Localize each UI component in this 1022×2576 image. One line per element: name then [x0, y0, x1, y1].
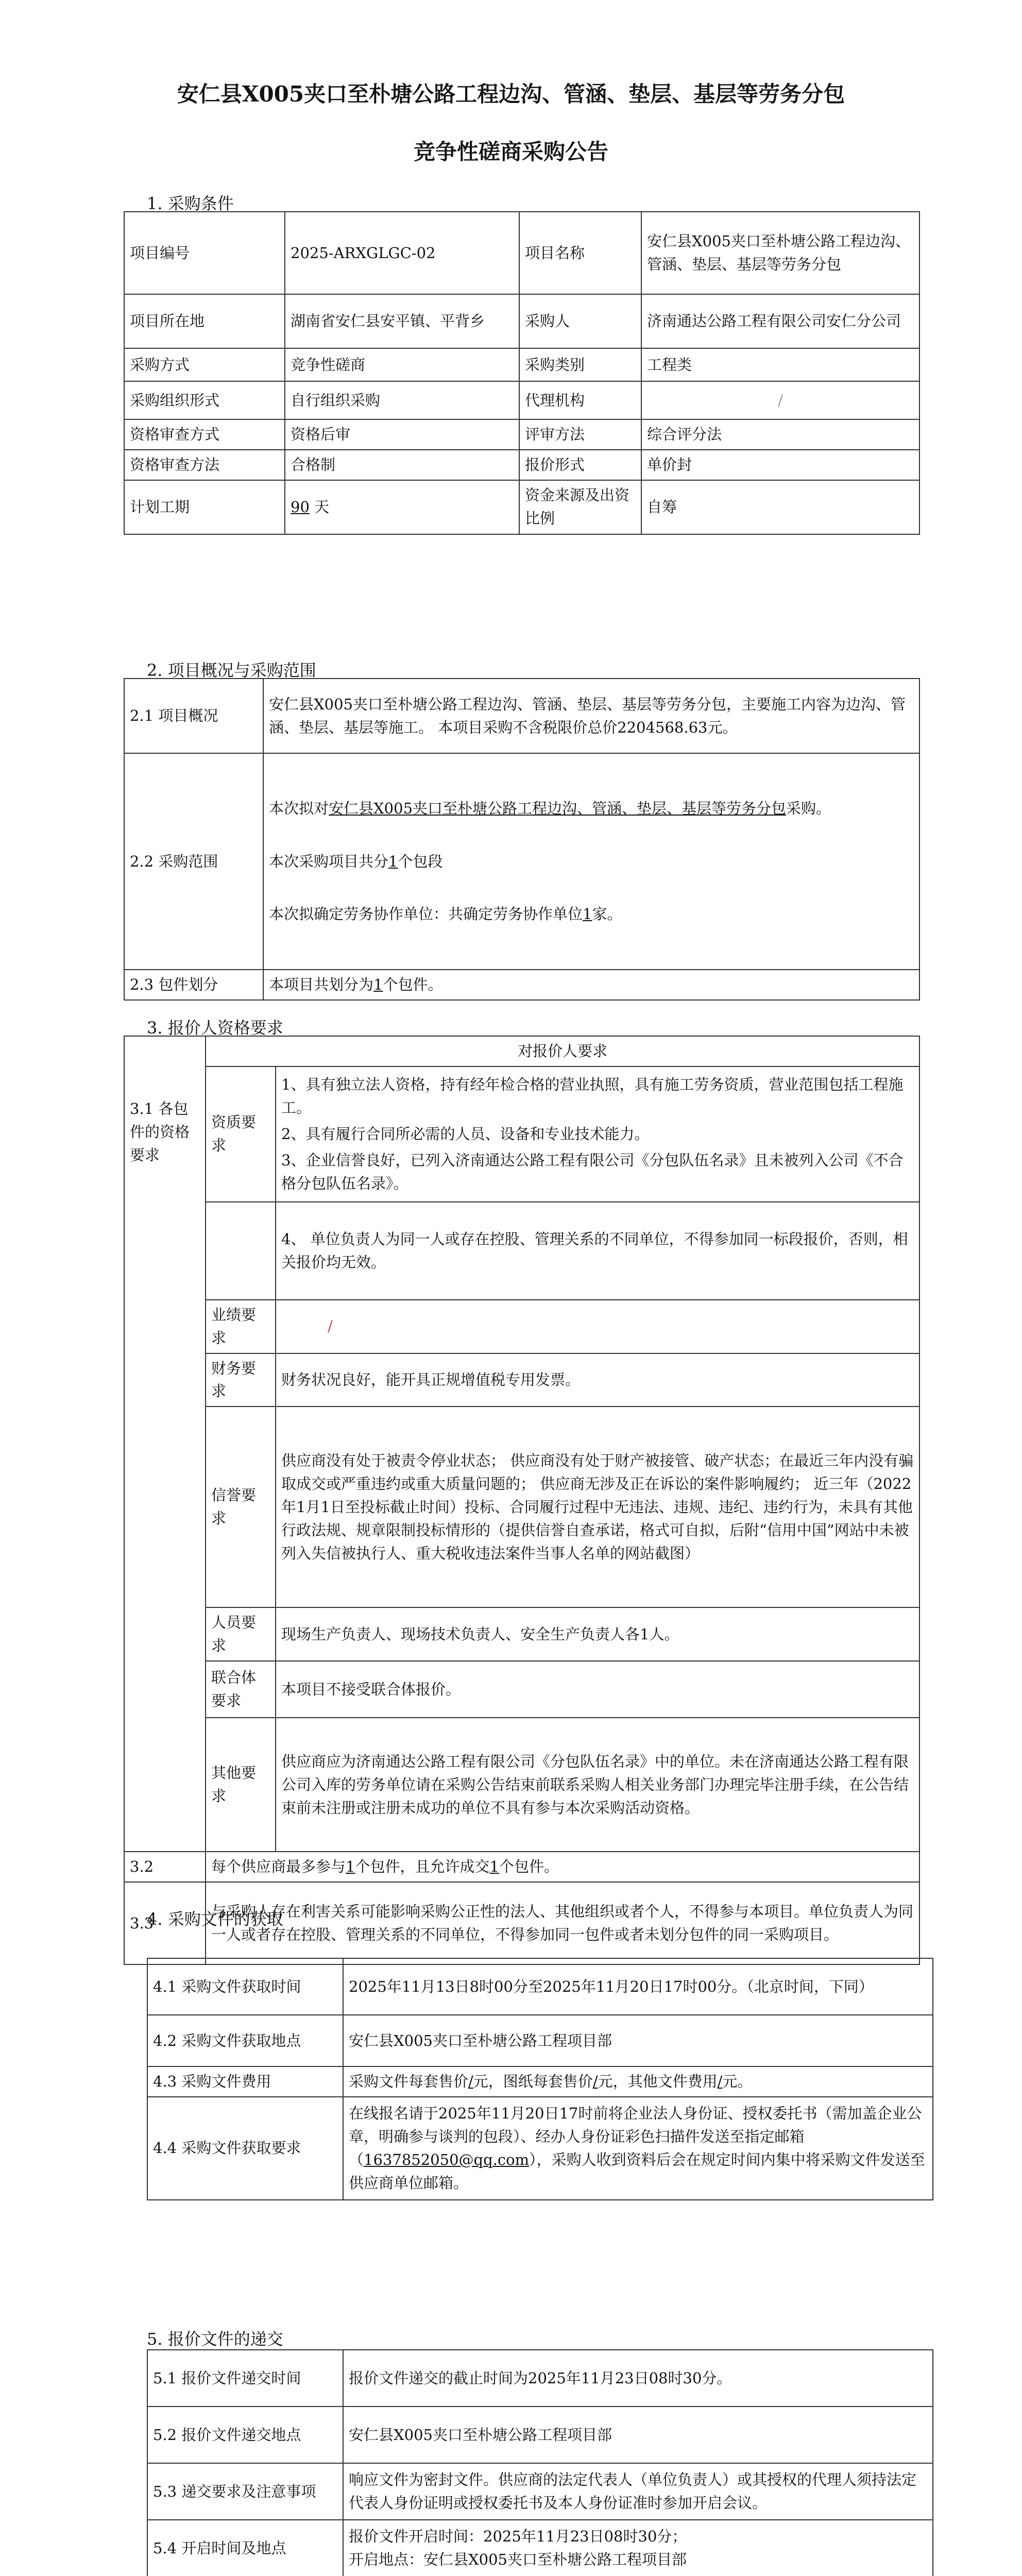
value-org-form: 自行组织采购 [285, 381, 519, 419]
scope-units-count: 1 [583, 905, 592, 923]
section-heading-1: 1. 采购条件 [147, 194, 234, 213]
packages-pre: 本项目共划分为 [269, 976, 374, 993]
fee-other-label: 元，其他文件费用 [598, 2073, 718, 2090]
value-other: 供应商应为济南通达公路工程有限公司《分包队伍名录》中的单位。未在济南通达公路工程有限公司入库的劳务单位请在采购公告结束前联系采购人相关业务部门办理完毕注册手续，在公告结束前未注册或注册未成功的单位不具有参与本次采购活动资格。 [276, 1718, 919, 1852]
fee-doc-label: 采购文件每套售价 [349, 2073, 469, 2090]
label-purchaser: 采购人 [519, 294, 641, 348]
qual-header: 对报价人要求 [206, 1036, 919, 1066]
section-heading-5: 5. 报价文件的递交 [147, 2329, 283, 2349]
label-other: 其他要求 [206, 1718, 276, 1852]
scope-units-post: 家。 [592, 905, 622, 923]
label-method: 采购方式 [124, 348, 285, 381]
label-org-form: 采购组织形式 [124, 381, 285, 419]
scope-text-post: 采购。 [786, 799, 831, 817]
fee-other-value: / [717, 2073, 723, 2090]
value-agency: / [641, 381, 919, 419]
label-duration: 计划工期 [124, 480, 285, 534]
label-packages: 2.3 包件划分 [124, 970, 263, 1000]
value-duration [285, 480, 519, 534]
label-qual-3-2: 3.2 [124, 1852, 206, 1882]
value-doc-fee [343, 2066, 933, 2097]
doc-req-post: ），采购人收到资料后会在规定时间内集中将采购文件发送至供应商单位邮箱。 [349, 2150, 925, 2192]
qual-blank-cell [124, 1036, 206, 1066]
label-doc-fee: 4.3 采购文件费用 [147, 2066, 343, 2097]
label-fund: 资金来源及出资比例 [519, 480, 641, 534]
value-staff: 现场生产负责人、现场技术负责人、安全生产负责人各1人。 [276, 1607, 919, 1661]
label-open-time: 5.4 开启时间及地点 [147, 2520, 343, 2576]
label-submit-req: 5.3 递交要求及注意事项 [147, 2463, 343, 2520]
value-review-method: 合格制 [285, 450, 519, 480]
value-qual-3-3: 与采购人存在利害关系可能影响采购公正性的法人、其他组织或者个人，不得参与本项目。单位负责人为同一人或者存在控股、管理关系的不同单位，不得参加同一包件或者未划分包件的同一采购项目。 [206, 1882, 919, 1964]
limit-awards: 1 [489, 1858, 499, 1876]
label-project-no: 项目编号 [124, 212, 285, 294]
section-heading-3: 3. 报价人资格要求 [147, 1018, 283, 1038]
value-submit-req: 响应文件为密封文件。供应商的法定代表人（单位负责人）或其授权的代理人须持法定代表人身份证明或授权委托书及本人身份证准时参加开启会议。 [343, 2463, 933, 2520]
limit-mid: 个包件，且允许成交 [355, 1858, 490, 1876]
label-doc-req: 4.4 采购文件获取要求 [147, 2097, 343, 2200]
fee-drawing-value: / [592, 2073, 598, 2090]
packages-count: 1 [373, 976, 383, 993]
qual-item-1: 1、具有独立法人资格，持有经年检合格的营业执照，具有施工劳务资质，营业范围包括工程施工。 [281, 1075, 904, 1116]
value-submit-place: 安仁县X005夹口至朴塘公路工程项目部 [343, 2406, 933, 2463]
packages-post: 个包件。 [383, 976, 443, 993]
value-open-time [343, 2520, 933, 2576]
document-title-line2: 竞争性磋商采购公告 [413, 139, 608, 164]
section-heading-2: 2. 项目概况与采购范围 [147, 660, 316, 680]
value-credit: 供应商没有处于被责令停业状态； 供应商没有处于财产被接管、破产状态；在最近三年内没有骗取成交或严重违约或重大质量问题的； 供应商无涉及正在诉讼的案件影响履约； 近三年（2022年1月1日至投标截止时间）投标、合同履行过程中无违法、违规、违纪、违约行为，未具有其他行政法规、规章限制投标情形的（提供信誉自查承诺，格式可自拟，后附“信用中国”网站中未被列入失信被执行人、重大税收违法案件当事人名单的网站截图） [276, 1406, 919, 1607]
label-scope: 2.2 采购范围 [124, 753, 263, 970]
value-qual-cert [276, 1066, 919, 1202]
duration-value: 90 [291, 498, 310, 516]
label-overview: 2.1 项目概况 [124, 679, 263, 753]
value-eval-method: 综合评分法 [641, 419, 919, 450]
label-qual-cert: 资质要求 [206, 1066, 276, 1202]
submission-table [147, 2349, 933, 2576]
overview-table [124, 678, 920, 1001]
scope-project-name: 安仁县X005夹口至朴塘公路工程边沟、管涵、垫层、基层等劳务分包 [329, 799, 787, 817]
value-packages [263, 970, 919, 1000]
value-finance: 财务状况良好，能开具正规增值税专用发票。 [276, 1353, 919, 1407]
value-qual-3-2 [206, 1852, 919, 1882]
value-doc-req [343, 2097, 933, 2200]
label-doc-time: 4.1 采购文件获取时间 [147, 1958, 343, 2015]
qual-item-4: 4、 单位负责人为同一人或存在控股、管理关系的不同单位，不得参加同一标段报价，否则，相关报价均无效。 [276, 1202, 919, 1300]
value-submit-time: 报价文件递交的截止时间为2025年11月23日08时30分。 [343, 2350, 933, 2406]
fee-unit: 元。 [722, 2073, 753, 2090]
documents-table [147, 1958, 933, 2200]
label-qual-3-1: 3.1 各包件的资格要求 [124, 1066, 206, 1852]
label-eval-method: 评审方法 [519, 419, 641, 450]
value-overview: 安仁县X005夹口至朴塘公路工程边沟、管涵、垫层、基层等劳务分包，主要施工内容为边沟、管涵、垫层、基层等施工。 本项目采购不含税限价总价2204568.63元。 [263, 679, 919, 753]
label-perf: 业绩要求 [206, 1300, 276, 1353]
qual-item-2: 2、具有履行合同所必需的人员、设备和专业技术能力。 [281, 1125, 650, 1143]
value-location: 湖南省安仁县安平镇、平背乡 [285, 294, 519, 348]
scope-packages-post: 个包段 [398, 852, 443, 870]
label-submit-time: 5.1 报价文件递交时间 [147, 2350, 343, 2406]
label-location: 项目所在地 [124, 294, 285, 348]
open-place-text: 开启地点：安仁县X005夹口至朴塘公路工程项目部 [349, 2551, 687, 2568]
fee-drawing-label: 元，图纸每套售价 [473, 2073, 593, 2090]
value-doc-time: 2025年11月13日8时00分至2025年11月20日17时00分。（北京时间，下同） [343, 1958, 933, 2015]
open-time-text: 报价文件开启时间：2025年11月23日08时30分； [349, 2528, 687, 2546]
value-perf: / [276, 1300, 919, 1353]
label-review-mode: 资格审查方式 [124, 419, 285, 450]
value-quote-form: 单价封 [641, 450, 919, 480]
scope-units-pre: 本次拟确定劳务协作单位：共确定劳务协作单位 [269, 905, 583, 923]
qual-item-3: 3、企业信誉良好，已列入济南通达公路工程有限公司《分包队伍名录》且未被列入公司《不合格分包队伍名录》。 [281, 1151, 904, 1192]
section-heading-4: 4. 采购文件的获取 [147, 1909, 283, 1929]
label-doc-place: 4.2 采购文件获取地点 [147, 2015, 343, 2066]
fee-doc-value: / [468, 2073, 473, 2090]
label-consortium: 联合体要求 [206, 1661, 276, 1718]
label-submit-place: 5.2 报价文件递交地点 [147, 2406, 343, 2463]
limit-pre: 每个供应商最多参与 [211, 1858, 346, 1876]
scope-packages-pre: 本次采购项目共分 [269, 852, 389, 870]
value-method: 竞争性磋商 [285, 348, 519, 381]
label-finance: 财务要求 [206, 1353, 276, 1407]
value-project-name: 安仁县X005夹口至朴塘公路工程边沟、管涵、垫层、基层等劳务分包 [641, 212, 919, 294]
duration-unit: 天 [314, 498, 330, 516]
value-scope [263, 753, 919, 970]
label-quote-form: 报价形式 [519, 450, 641, 480]
value-review-mode: 资格后审 [285, 419, 519, 450]
label-project-name: 项目名称 [519, 212, 641, 294]
value-doc-place: 安仁县X005夹口至朴塘公路工程项目部 [343, 2015, 933, 2066]
value-consortium: 本项目不接受联合体报价。 [276, 1661, 919, 1718]
label-agency: 代理机构 [519, 381, 641, 419]
value-project-no: 2025-ARXGLGC-02 [285, 212, 519, 294]
label-staff: 人员要求 [206, 1607, 276, 1661]
value-category: 工程类 [641, 348, 919, 381]
doc-req-email: 1637852050@qq.com [364, 2150, 530, 2168]
limit-post: 个包件。 [499, 1858, 559, 1876]
label-credit: 信誉要求 [206, 1406, 276, 1607]
limit-packages: 1 [346, 1858, 355, 1876]
label-category: 采购类别 [519, 348, 641, 381]
scope-packages-count: 1 [388, 852, 398, 870]
label-review-method: 资格审查方法 [124, 450, 285, 480]
qual-blank-label [206, 1202, 276, 1300]
document-title-line1: 安仁县X005夹口至朴塘公路工程边沟、管涵、垫层、基层等劳务分包 [177, 81, 845, 107]
value-fund: 自筹 [641, 480, 919, 534]
label-qual-3-3: 3.3 [124, 1882, 206, 1964]
scope-text-pre: 本次拟对 [269, 799, 329, 817]
value-purchaser: 济南通达公路工程有限公司安仁分公司 [641, 294, 919, 348]
procurement-conditions-table [124, 211, 920, 535]
qualification-table [124, 1036, 920, 1965]
doc-req-pre: 在线报名请于2025年11月20日17时前将企业法人身份证、授权委托书（需加盖企业公章，明确参与谈判的包段）、经办人身份证彩色扫描件发送至指定邮箱（ [349, 2105, 922, 2168]
